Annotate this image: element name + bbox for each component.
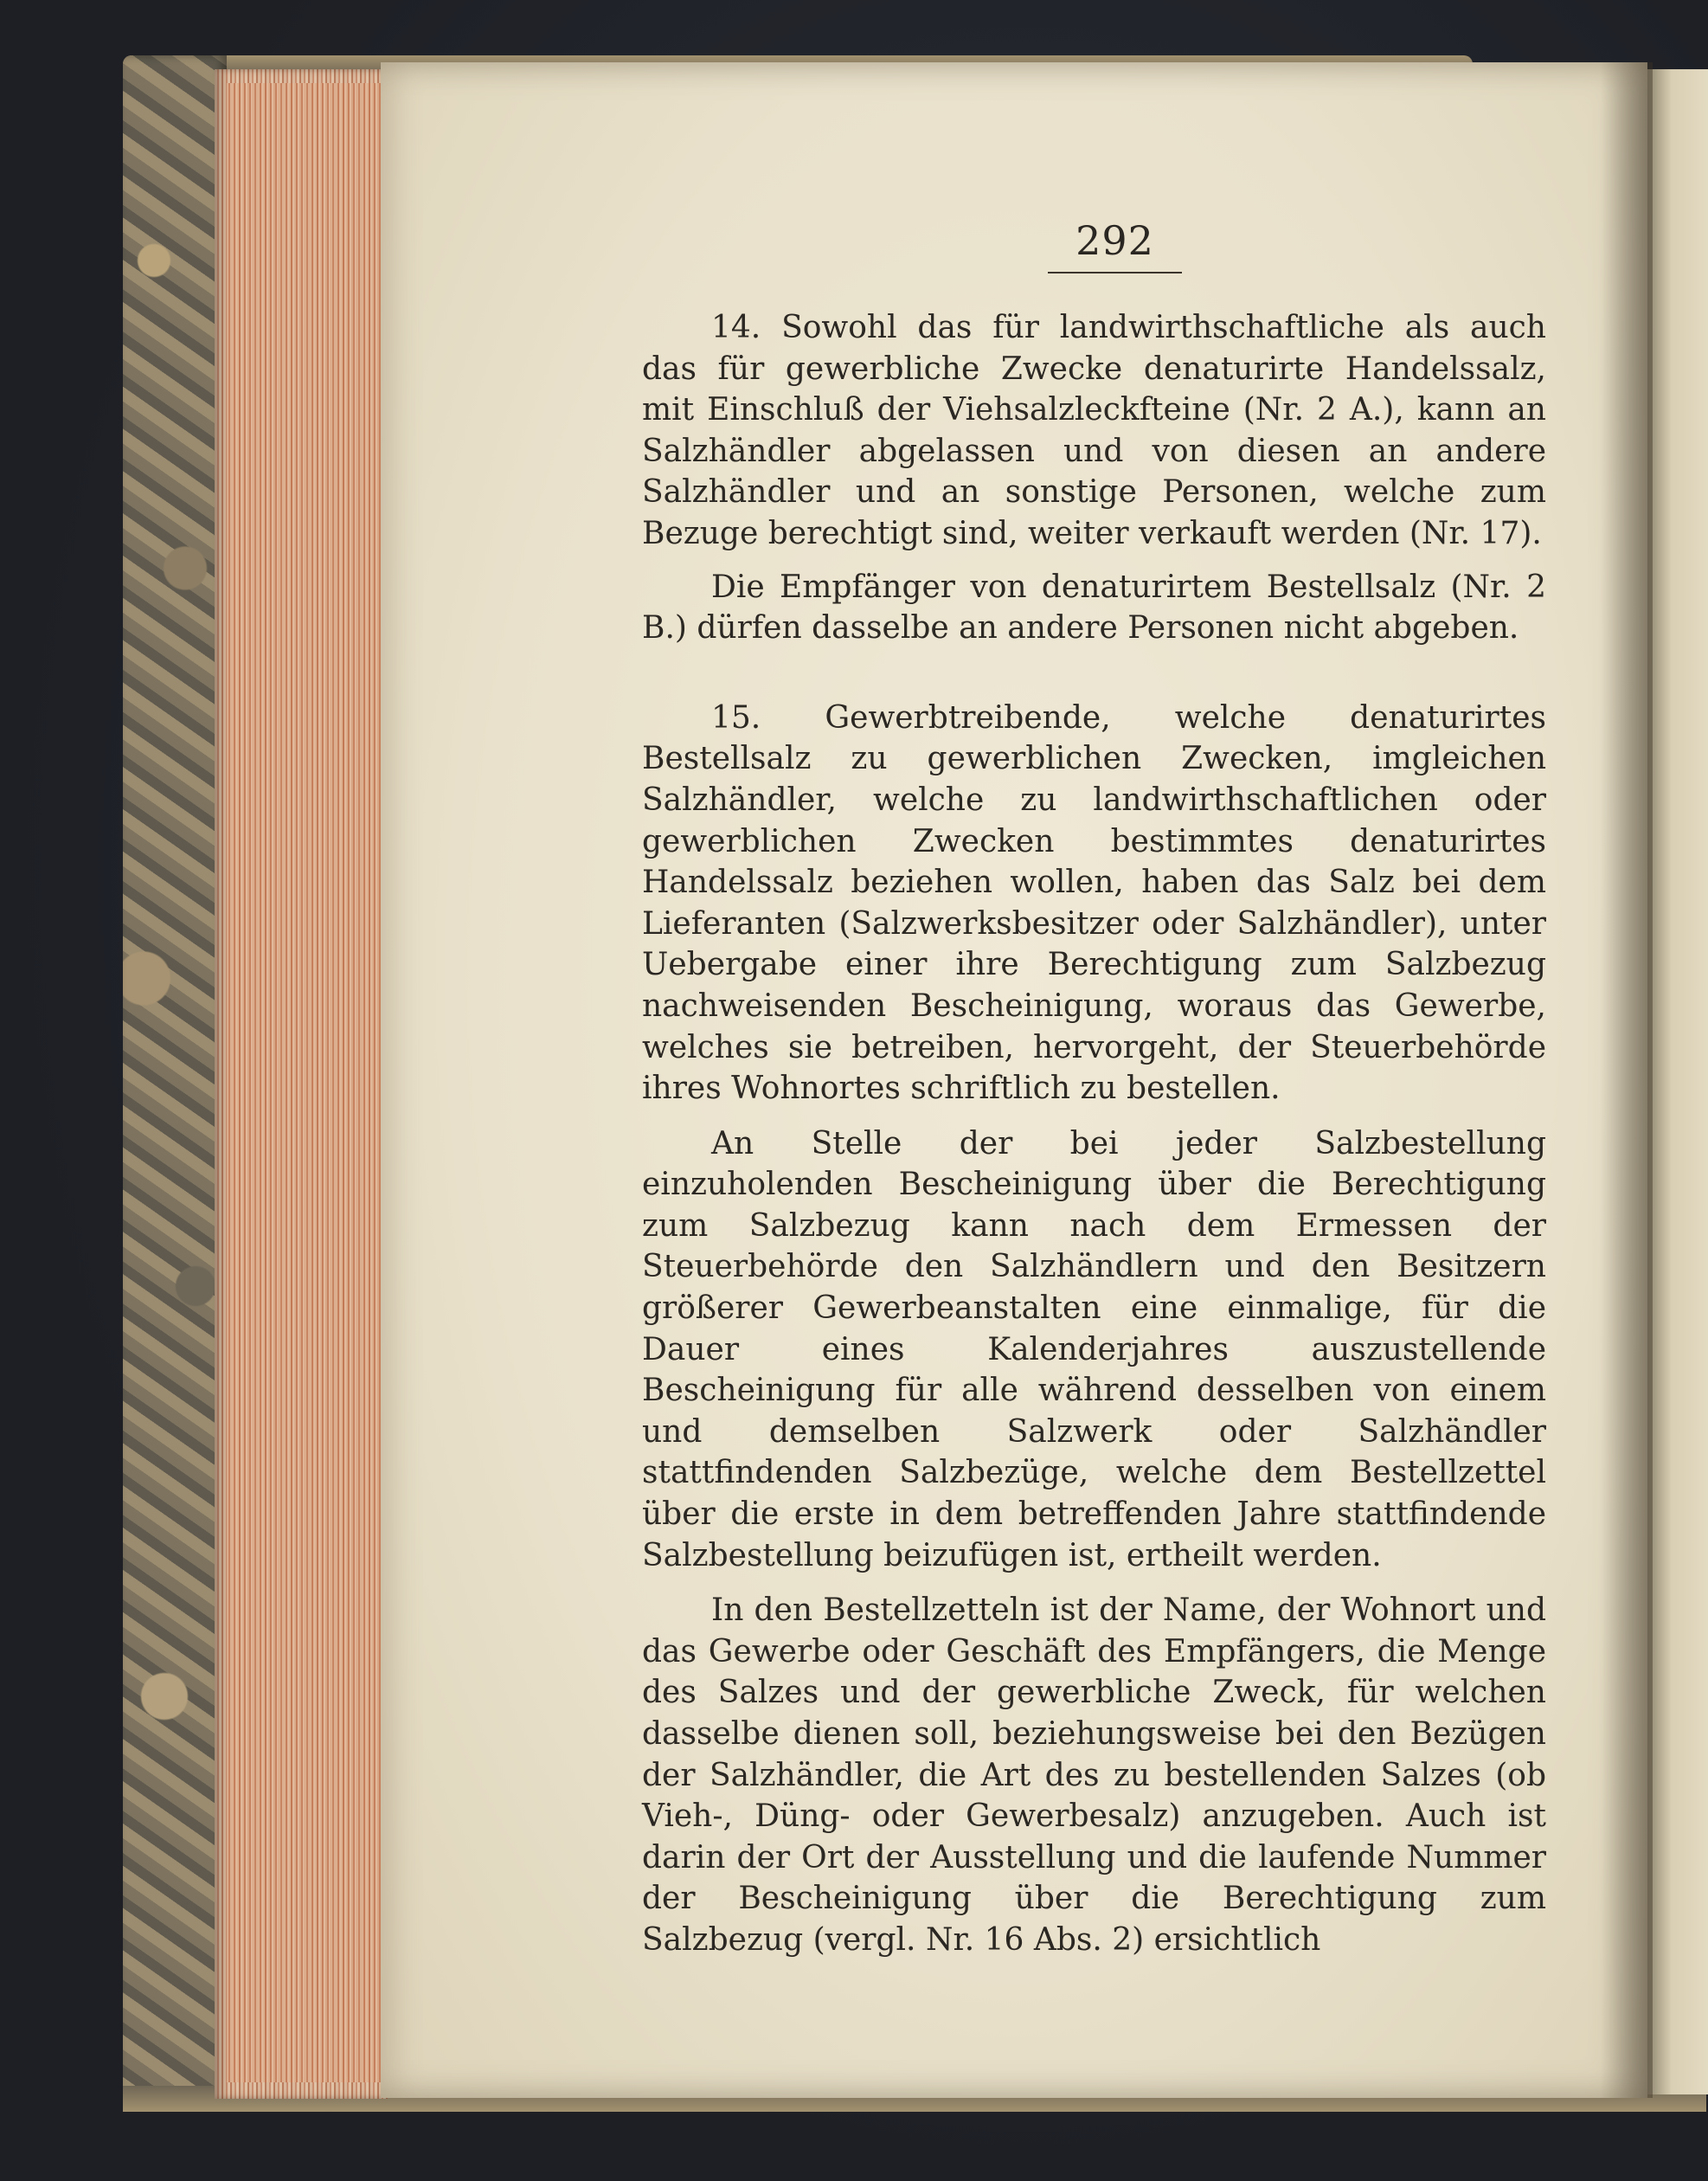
page-number-rule: [1048, 272, 1182, 273]
gutter-shadow: [1601, 62, 1653, 2098]
page-number: 292: [1076, 217, 1154, 264]
paragraph-14-1: 14. Sowohl das für landwirthschaftliche als auch das für gewerbliche Zwecke denaturirte Handelssalz, mit Einschluß der Viehsalzleckfteine (Nr. 2 A.), kann an Salzhändler abgelassen und von diesen an andere Salzhändler und an sonstige Personen, welche zum Bezuge berechtigt sind, weiter verkauft werden (Nr. 17).: [642, 310, 1546, 551]
paragraph-15-1: 15. Gewerbtreibende, welche denaturirtes Bestellsalz zu gewerblichen Zwecken, imgleichen Salzhändler, welche zu landwirthschaftlichen oder gewerblichen Zwecken bestimmtes denaturirtes Handelssalz beziehen wollen, haben das Salz bei dem Lieferanten (Salzwerksbesitzer oder Salzhändler), unter Uebergabe einer ihre Berechtigung zum Salzbezug nachweisenden Bescheinigung, woraus das Gewerbe, welches sie betreiben, hervorgeht, der Steuerbehörde ihres Wohnortes schriftlich zu bestellen.: [642, 699, 1546, 1107]
facing-page-sliver: [1647, 69, 1708, 2094]
page-block-edges-inner: [227, 83, 382, 2082]
page-body-text: [642, 307, 1546, 1961]
book-cover-marbled: [123, 55, 227, 2107]
paragraph-14-2: Die Empfänger von denaturirtem Bestellsalz (Nr. 2 B.) dürfen dasselbe an andere Personen nicht abgeben.: [642, 569, 1546, 647]
paragraph-15-3: In den Bestellzetteln ist der Name, der Wohnort und das Gewerbe oder Geschäft des Empfängers, die Menge des Salzes und der gewerbliche Zweck, für welchen dasselbe dienen soll, beziehungsweise bei den Bezügen der Salzhändler, die Art des zu bestellenden Salzes (ob Vieh-, Düng- oder Gewerbesalz) anzugeben. Auch ist darin der Ort der Ausstellung und die laufende Nummer der Bescheinigung über die Berechtigung zum Salzbezug (vergl. Nr. 16 Abs. 2) ersichtlich: [642, 1592, 1546, 1958]
paragraph-15-2: An Stelle der bei jeder Salzbestellung einzuholenden Bescheinigung über die Berechtigung zum Salzbezug kann nach dem Ermessen der Steuerbehörde den Salzhändlern und den Besitzern größerer Gewerbeanstalten eine einmalige, für die Dauer eines Kalenderjahres auszustellende Bescheinigung für alle während desselben von einem und demselben Salzwerk oder Salzhändler stattfindenden Salzbezüge, welche dem Bestellzettel über die erste in dem betreffenden Jahre stattfindende Salzbestellung beizufügen ist, ertheilt werden.: [642, 1125, 1546, 1573]
